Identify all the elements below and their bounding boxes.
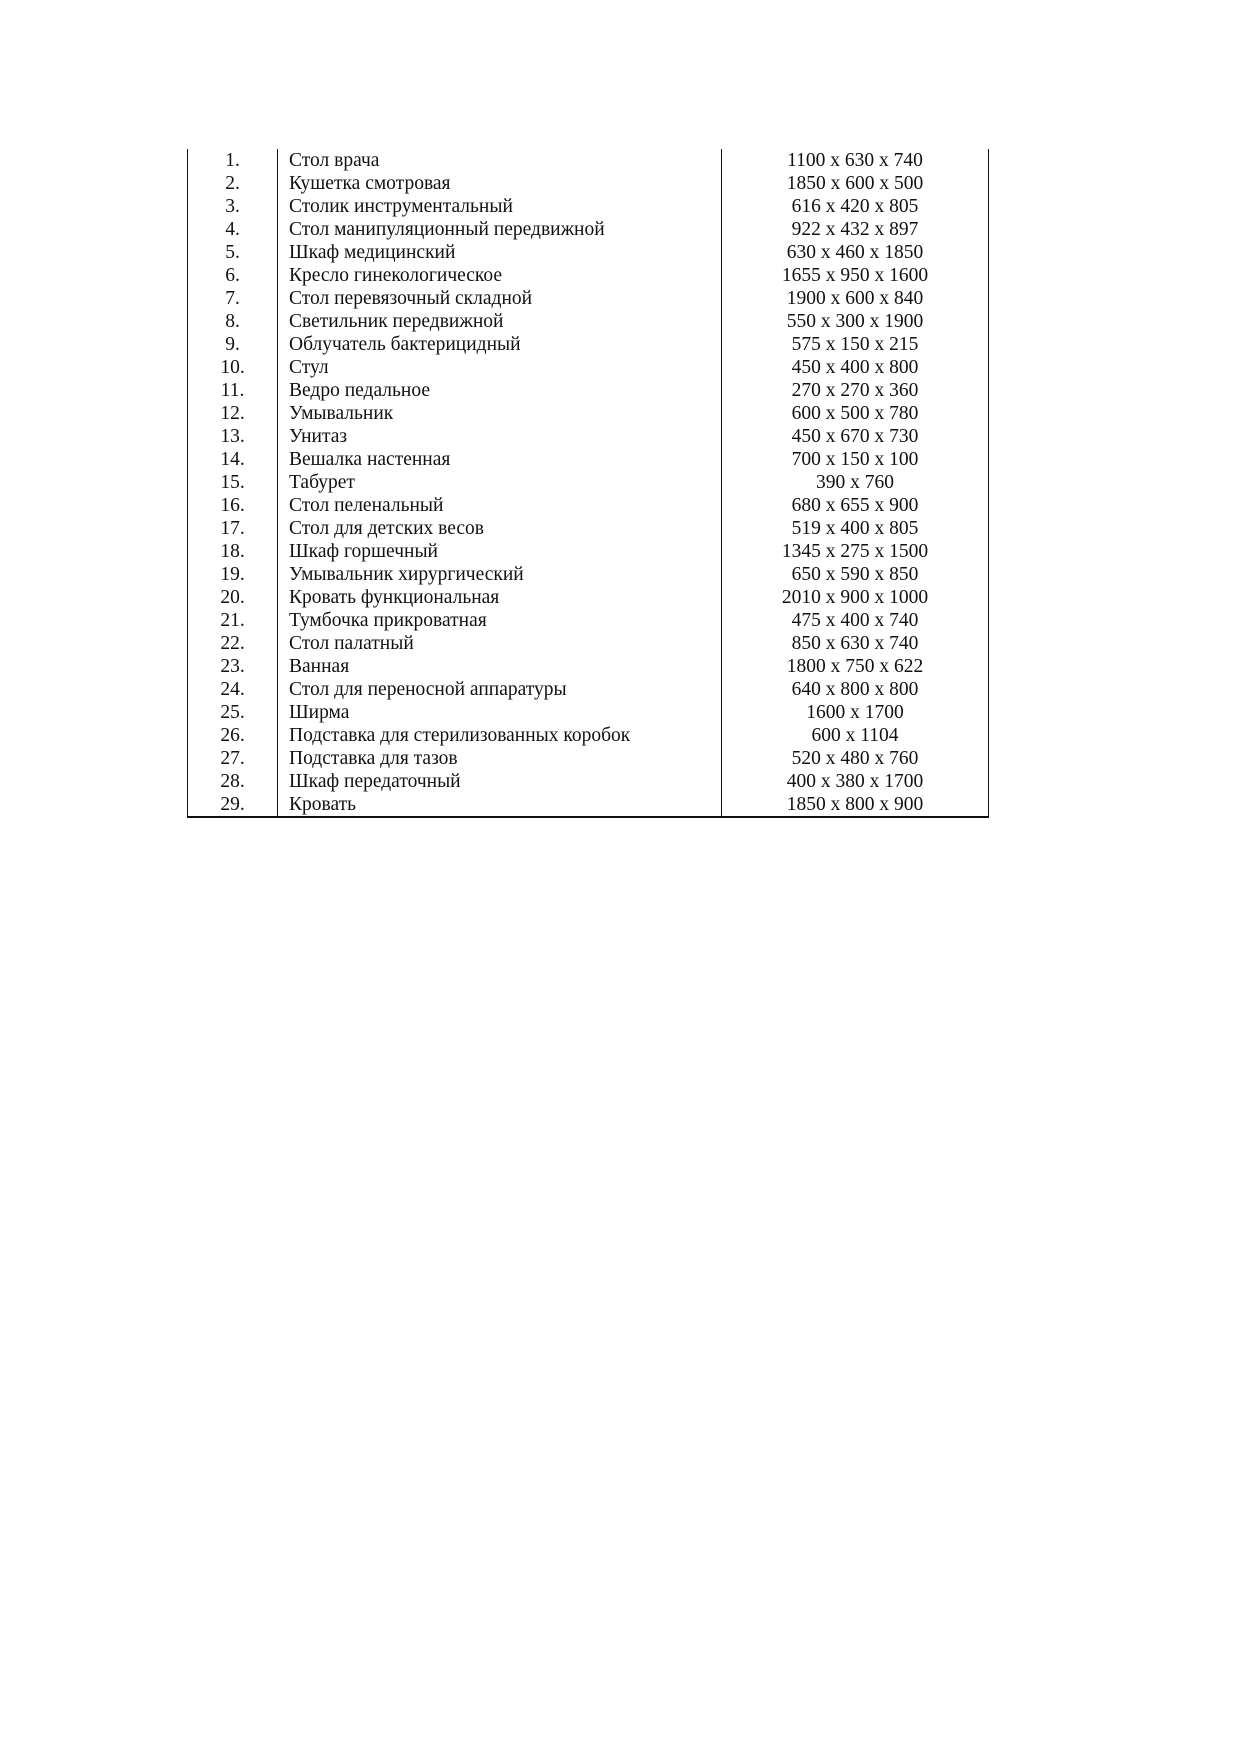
- row-number: 3.: [188, 195, 278, 218]
- row-number: 29.: [188, 793, 278, 817]
- table-row: [188, 494, 989, 517]
- item-name: Умывальник хирургический: [278, 563, 722, 586]
- table-row: [188, 310, 989, 333]
- item-dimensions: 650 х 590 х 850: [722, 563, 989, 586]
- item-dimensions: 400 х 380 х 1700: [722, 770, 989, 793]
- item-name: Умывальник: [278, 402, 722, 425]
- item-name: Шкаф медицинский: [278, 241, 722, 264]
- item-dimensions: 519 х 400 х 805: [722, 517, 989, 540]
- row-number: 4.: [188, 218, 278, 241]
- table-row: [188, 609, 989, 632]
- row-number: 12.: [188, 402, 278, 425]
- item-dimensions: 1850 х 800 х 900: [722, 793, 989, 817]
- row-number: 24.: [188, 678, 278, 701]
- item-name: Стул: [278, 356, 722, 379]
- item-dimensions: 922 х 432 х 897: [722, 218, 989, 241]
- item-name: Столик инструментальный: [278, 195, 722, 218]
- item-dimensions: 600 х 1104: [722, 724, 989, 747]
- row-number: 22.: [188, 632, 278, 655]
- item-name: Кровать функциональная: [278, 586, 722, 609]
- table-row: [188, 540, 989, 563]
- item-name: Тумбочка прикроватная: [278, 609, 722, 632]
- item-dimensions: 1900 х 600 х 840: [722, 287, 989, 310]
- item-dimensions: 640 х 800 х 800: [722, 678, 989, 701]
- item-dimensions: 680 х 655 х 900: [722, 494, 989, 517]
- row-number: 6.: [188, 264, 278, 287]
- table-row: [188, 770, 989, 793]
- row-number: 14.: [188, 448, 278, 471]
- item-dimensions: 270 х 270 х 360: [722, 379, 989, 402]
- item-name: Ширма: [278, 701, 722, 724]
- item-name: Стол врача: [278, 149, 722, 172]
- equipment-table: [187, 149, 989, 818]
- table-row: [188, 149, 989, 172]
- row-number: 16.: [188, 494, 278, 517]
- table-row: [188, 747, 989, 770]
- table-row: [188, 172, 989, 195]
- item-name: Кровать: [278, 793, 722, 817]
- item-name: Вешалка настенная: [278, 448, 722, 471]
- item-name: Подставка для тазов: [278, 747, 722, 770]
- row-number: 18.: [188, 540, 278, 563]
- item-dimensions: 575 х 150 х 215: [722, 333, 989, 356]
- item-name: Светильник передвижной: [278, 310, 722, 333]
- table-row: [188, 425, 989, 448]
- table-row: [188, 264, 989, 287]
- item-dimensions: 630 х 460 х 1850: [722, 241, 989, 264]
- item-dimensions: 550 х 300 х 1900: [722, 310, 989, 333]
- row-number: 15.: [188, 471, 278, 494]
- item-name: Стол для переносной аппаратуры: [278, 678, 722, 701]
- table-row: [188, 724, 989, 747]
- item-name: Стол перевязочный складной: [278, 287, 722, 310]
- item-dimensions: 475 х 400 х 740: [722, 609, 989, 632]
- item-name: Стол пеленальный: [278, 494, 722, 517]
- item-dimensions: 520 х 480 х 760: [722, 747, 989, 770]
- row-number: 21.: [188, 609, 278, 632]
- table-row: [188, 632, 989, 655]
- table-row: [188, 218, 989, 241]
- item-name: Стол палатный: [278, 632, 722, 655]
- item-dimensions: 700 х 150 х 100: [722, 448, 989, 471]
- row-number: 26.: [188, 724, 278, 747]
- table-row: [188, 333, 989, 356]
- table-row: [188, 356, 989, 379]
- item-name: Табурет: [278, 471, 722, 494]
- table-body: [188, 149, 989, 817]
- item-name: Шкаф горшечный: [278, 540, 722, 563]
- table-row: [188, 563, 989, 586]
- table-row: [188, 678, 989, 701]
- item-dimensions: 450 х 400 х 800: [722, 356, 989, 379]
- table-row: [188, 517, 989, 540]
- item-name: Подставка для стерилизованных коробок: [278, 724, 722, 747]
- table-row: [188, 586, 989, 609]
- table-row: [188, 793, 989, 817]
- row-number: 23.: [188, 655, 278, 678]
- row-number: 25.: [188, 701, 278, 724]
- item-name: Стол манипуляционный передвижной: [278, 218, 722, 241]
- item-name: Ванная: [278, 655, 722, 678]
- item-dimensions: 390 х 760: [722, 471, 989, 494]
- item-dimensions: 1655 х 950 х 1600: [722, 264, 989, 287]
- row-number: 27.: [188, 747, 278, 770]
- item-name: Ведро педальное: [278, 379, 722, 402]
- item-name: Стол для детских весов: [278, 517, 722, 540]
- item-dimensions: 1850 х 600 х 500: [722, 172, 989, 195]
- row-number: 13.: [188, 425, 278, 448]
- row-number: 28.: [188, 770, 278, 793]
- table-row: [188, 402, 989, 425]
- item-name: Облучатель бактерицидный: [278, 333, 722, 356]
- row-number: 8.: [188, 310, 278, 333]
- table-row: [188, 195, 989, 218]
- item-dimensions: 2010 х 900 х 1000: [722, 586, 989, 609]
- item-dimensions: 1800 х 750 х 622: [722, 655, 989, 678]
- table-row: [188, 448, 989, 471]
- item-name: Шкаф передаточный: [278, 770, 722, 793]
- row-number: 7.: [188, 287, 278, 310]
- row-number: 11.: [188, 379, 278, 402]
- row-number: 20.: [188, 586, 278, 609]
- row-number: 5.: [188, 241, 278, 264]
- item-name: Кушетка смотровая: [278, 172, 722, 195]
- row-number: 19.: [188, 563, 278, 586]
- table-row: [188, 701, 989, 724]
- item-dimensions: 1600 х 1700: [722, 701, 989, 724]
- item-dimensions: 1345 х 275 х 1500: [722, 540, 989, 563]
- item-name: Унитаз: [278, 425, 722, 448]
- row-number: 9.: [188, 333, 278, 356]
- item-dimensions: 616 х 420 х 805: [722, 195, 989, 218]
- table-row: [188, 241, 989, 264]
- row-number: 2.: [188, 172, 278, 195]
- row-number: 17.: [188, 517, 278, 540]
- row-number: 1.: [188, 149, 278, 172]
- table-row: [188, 379, 989, 402]
- table-row: [188, 287, 989, 310]
- item-dimensions: 850 х 630 х 740: [722, 632, 989, 655]
- item-dimensions: 1100 х 630 х 740: [722, 149, 989, 172]
- table-row: [188, 655, 989, 678]
- row-number: 10.: [188, 356, 278, 379]
- table-row: [188, 471, 989, 494]
- item-dimensions: 450 х 670 х 730: [722, 425, 989, 448]
- item-dimensions: 600 х 500 х 780: [722, 402, 989, 425]
- item-name: Кресло гинекологическое: [278, 264, 722, 287]
